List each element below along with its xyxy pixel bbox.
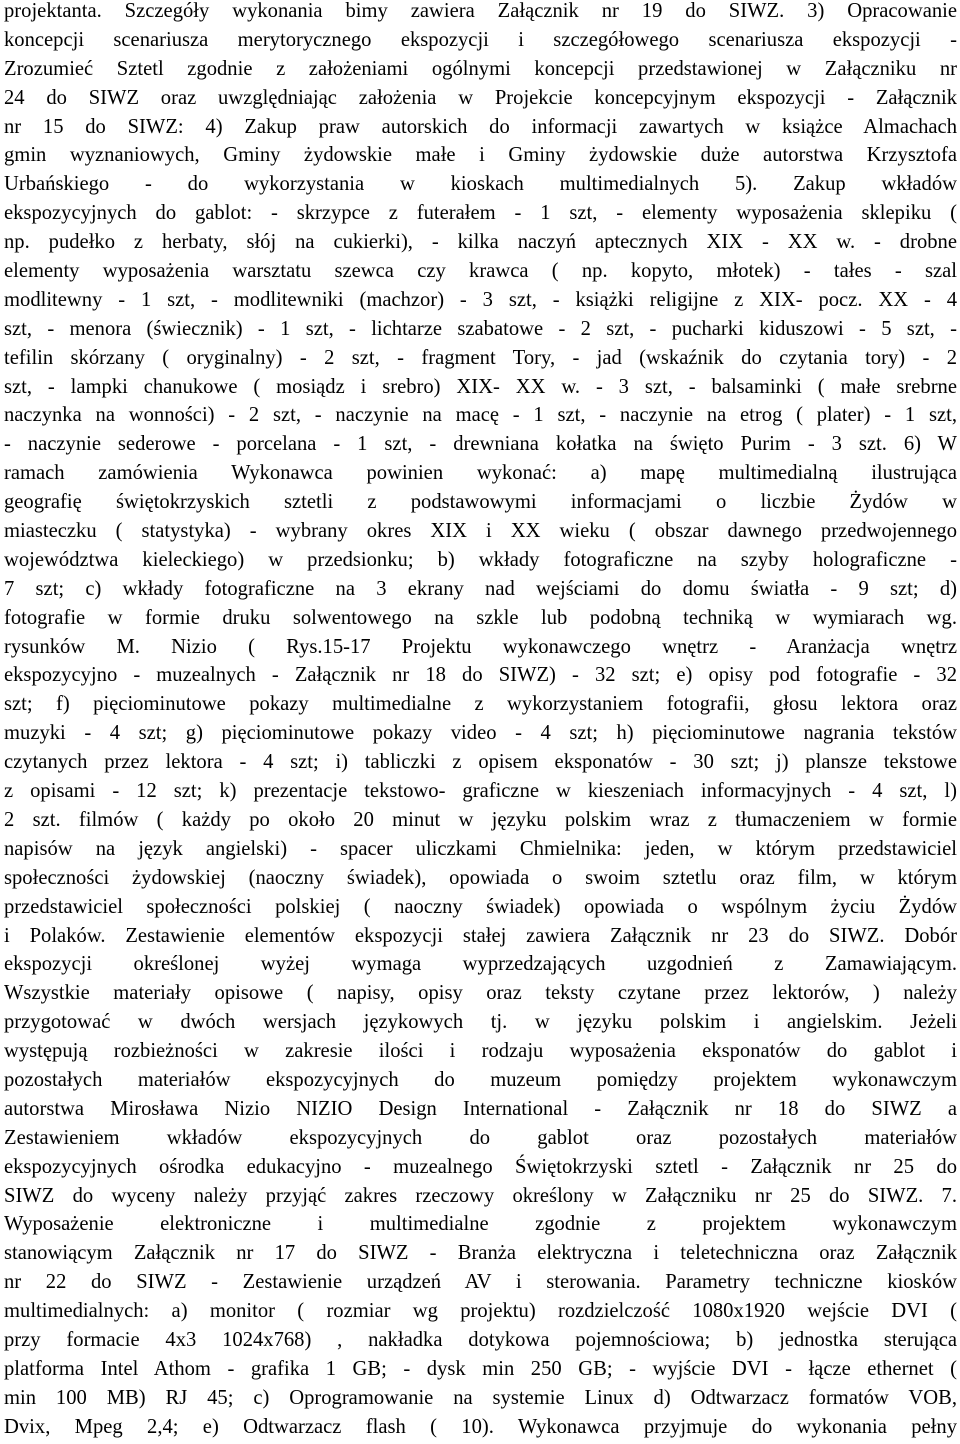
text-line: czytanych przez lektora - 4 szt; i) tabliczki z opisem eksponatów - 30 szt; j) plansze tekstowe (4, 751, 957, 774)
text-line: przedstawiciel społeczności polskiej ( naoczny świadek) opowiada o wspólnym życiu Żydów (4, 895, 957, 918)
text-line: nr 22 do SIWZ - Zestawienie urządzeń AV i sterowania. Parametry techniczne kiosków (4, 1271, 957, 1294)
text-line: tefilin skórzany ( oryginalny) - 2 szt, - fragment Tory, - jad (wskaźnik do czytania tory) - 2 (4, 346, 957, 369)
document-page (4, 0, 957, 1442)
text-line: ramach zamówienia Wykonawca powinien wykonać: a) mapę multimedialną ilustrująca (4, 462, 957, 485)
text-line: i Polaków. Zestawienie elementów ekspozycji stałej zawiera Załącznik nr 23 do SIWZ. Dobór (4, 924, 957, 947)
text-line: platforma Intel Athom - grafika 1 GB; - dysk min 250 GB; - wyjście DVI - łącze ethernet ( (4, 1357, 957, 1380)
text-line: autorstwa Mirosława Nizio NIZIO Design International - Załącznik nr 18 do SIWZ a (4, 1097, 957, 1120)
text-line: Wszystkie materiały opisowe ( napisy, opisy oraz teksty czytane przez lektorów, ) należy (4, 982, 957, 1005)
text-line: stanowiącym Załącznik nr 17 do SIWZ - Branża elektryczna i teletechniczna oraz Załącznik (4, 1242, 957, 1265)
text-line: rysunków M. Nizio ( Rys.15-17 Projektu wykonawczego wnętrz - Aranżacja wnętrz (4, 635, 957, 658)
text-line: modlitewny - 1 szt, - modlitewniki (machzor) - 3 szt, - książki religijne z XIX- pocz. XX - 4 (4, 288, 957, 311)
text-line: naczynka na wonności) - 2 szt, - naczynie na macę - 1 szt, - naczynie na etrog ( plater) - 1 szt, (4, 404, 957, 427)
text-line: np. pudełko z herbaty, słój na cukierki), - kilka naczyń aptecznych XIX - XX w. - drobne (4, 231, 957, 254)
text-line: ekspozycyjnych do gablot: - skrzypce z futerałem - 1 szt, - elementy wyposażenia sklepiku ( (4, 202, 957, 225)
text-line: ekspozycji określonej wyżej wymaga wyprzedzających uzgodnień z Zamawiającym. (4, 953, 957, 976)
text-line: Dvix, Mpeg 2,4; e) Odtwarzacz flash ( 10). Wykonawca przyjmuje do wykonania pełny (4, 1415, 957, 1438)
text-line: projektanta. Szczegóły wykonania bimy zawiera Załącznik nr 19 do SIWZ. 3) Opracowanie (4, 0, 957, 22)
text-line: miasteczku ( statystyka) - wybrany okres XIX i XX wieku ( obszar dawnego przedwojennego (4, 520, 957, 543)
text-line: ekspozycyjnych ośrodka edukacyjno - muzealnego Świętokrzyski sztetl - Załącznik nr 25 do (4, 1155, 957, 1178)
text-line: województwa kieleckiego) w przedsionku; b) wkłady fotograficzne na szyby holograficzne - (4, 548, 957, 571)
text-line: nr 15 do SIWZ: 4) Zakup praw autorskich do informacji zawartych w książce Almachach (4, 115, 957, 138)
text-line: społeczności żydowskiej (naoczny świadek), opowiada o swoim sztetlu oraz film, w którym (4, 866, 957, 889)
text-line: Zestawieniem wkładów ekspozycyjnych do gablot oraz pozostałych materiałów (4, 1126, 957, 1149)
text-line: koncepcji scenariusza merytorycznego ekspozycji i szczegółowego scenariusza ekspozycji - (4, 28, 957, 51)
text-line: fotografie w formie druku solwentowego na szkle lub podobną techniką w wymiarach wg. (4, 606, 957, 629)
text-line: SIWZ do wyceny należy przyjąć zakres rzeczowy określony w Załączniku nr 25 do SIWZ. 7. (4, 1184, 957, 1207)
text-line: napisów na język angielski) - spacer uliczkami Chmielnika: jeden, w którym przedstawiciel (4, 837, 957, 860)
text-line: - naczynie sederowe - porcelana - 1 szt, - drewniana kołatka na święto Purim - 3 szt. 6) W (4, 433, 957, 456)
text-line: geografię świętokrzyskich sztetli z podstawowymi informacjami o liczbie Żydów w (4, 491, 957, 514)
text-line: pozostałych materiałów ekspozycyjnych do muzeum pomiędzy projektem wykonawczym (4, 1068, 957, 1091)
text-line: szt; f) pięciominutowe pokazy multimedialne z wykorzystaniem fotografii, głosu lektora oraz (4, 693, 957, 716)
text-line: szt, - lampki chanukowe ( mosiądz i srebro) XIX- XX w. - 3 szt, - balsaminki ( małe srebrne (4, 375, 957, 398)
text-line: 24 do SIWZ oraz uwzględniając założenia w Projekcie koncepcyjnym ekspozycji - Załącznik (4, 86, 957, 109)
text-line: muzyki - 4 szt; g) pięciominutowe pokazy video - 4 szt; h) pięciominutowe nagrania tekstów (4, 722, 957, 745)
text-line: przy formacie 4x3 1024x768) , nakładka dotykowa pojemnościowa; b) jednostka sterująca (4, 1328, 957, 1351)
text-line: gmin wyznaniowych, Gminy żydowskie małe i Gminy żydowskie duże autorstwa Krzysztofa (4, 144, 957, 167)
text-line: Wyposażenie elektroniczne i multimedialne zgodnie z projektem wykonawczym (4, 1213, 957, 1236)
text-line: przygotować w dwóch wersjach językowych tj. w języku polskim i angielskim. Jeżeli (4, 1011, 957, 1034)
text-line: Zrozumieć Sztetl zgodnie z założeniami ogólnymi koncepcji przedstawionej w Załączniku nr (4, 57, 957, 80)
text-line: szt, - menora (świecznik) - 1 szt, - lichtarze szabatowe - 2 szt, - pucharki kiduszowi - 5 szt, - (4, 317, 957, 340)
text-line: multimedialnych: a) monitor ( rozmiar wg projektu) rozdzielczość 1080x1920 wejście DVI ( (4, 1300, 957, 1323)
text-line: ekspozycyjno - muzealnych - Załącznik nr 18 do SIWZ) - 32 szt; e) opisy pod fotografie - 32 (4, 664, 957, 687)
text-line: z opisami - 12 szt; k) prezentacje tekstowo- graficzne w kieszeniach informacyjnych - 4 szt, l) (4, 780, 957, 803)
text-line: występują rozbieżności w zakresie ilości i rodzaju wyposażenia eksponatów do gablot i (4, 1040, 957, 1063)
text-line: min 100 MB) RJ 45; c) Oprogramowanie na systemie Linux d) Odtwarzacz formatów VOB, (4, 1386, 957, 1409)
text-line: elementy wyposażenia warsztatu szewca czy krawca ( np. kopyto, młotek) - tałes - szal (4, 260, 957, 283)
text-line: 7 szt; c) wkłady fotograficzne na 3 ekrany nad wejściami do domu światła - 9 szt; d) (4, 577, 957, 600)
text-line: Urbańskiego - do wykorzystania w kioskach multimedialnych 5). Zakup wkładów (4, 173, 957, 196)
text-line: 2 szt. filmów ( każdy po około 20 minut w języku polskim wraz z tłumaczeniem w formie (4, 808, 957, 831)
